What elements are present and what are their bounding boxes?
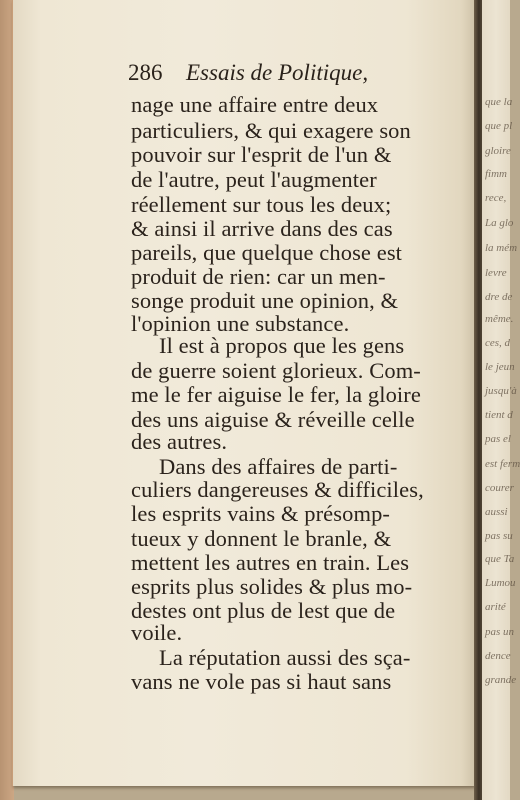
text-line: & ainsi il arrive dans des cas — [131, 216, 393, 241]
next-page-fragment: arité — [485, 601, 506, 613]
text-line: pareils, que quelque chose est — [131, 240, 403, 265]
next-page-fragment: tient d — [485, 409, 513, 421]
text-line: culiers dangereuses & difficiles, — [131, 477, 424, 502]
text-line: pouvoir sur l'esprit de l'un & — [131, 142, 392, 167]
text-line: l'opinion une substance. — [131, 311, 350, 336]
text-line: me le fer aiguise le fer, la gloire — [131, 382, 421, 407]
next-page-fragment: pas el — [485, 433, 511, 445]
next-page-fragment: la mém — [485, 242, 518, 254]
next-page-fragment: dence — [485, 650, 511, 662]
text-line: les esprits vains & présomp- — [131, 501, 391, 526]
text-line: voile. — [131, 620, 183, 645]
next-page-edge — [482, 0, 520, 800]
text-line: Dans des affaires de parti- — [159, 454, 398, 479]
next-page-fragment: grande — [485, 674, 517, 686]
text-line: La réputation aussi des sça- — [159, 645, 411, 670]
text-line: Il est à propos que les gens — [159, 333, 405, 358]
next-page-fragment: ces, d — [485, 337, 511, 349]
next-page-fragment: dre de — [485, 291, 513, 303]
next-page-fragment: levre — [485, 267, 507, 279]
next-page-fragment: jusqu'à — [485, 385, 517, 397]
text-line: produit de rien: car un men- — [131, 264, 386, 289]
text-line: songe produit une opinion, & — [131, 288, 399, 313]
text-line: destes ont plus de lest que de — [131, 598, 396, 623]
next-page-fragment: que Ta — [485, 553, 515, 565]
text-line: de l'autre, peut l'augmenter — [131, 167, 377, 192]
page-number: 286 — [128, 60, 163, 85]
text-line: des uns aiguise & réveille celle — [131, 407, 415, 432]
body-text — [131, 0, 431, 800]
text-line: tueux y donnent le branle, & — [131, 526, 392, 551]
next-page-fragment: pas un — [485, 626, 515, 638]
text-line: particuliers, & qui exagere son — [131, 118, 411, 143]
text-line: des autres. — [131, 429, 228, 454]
text-line: esprits plus solides & plus mo- — [131, 574, 413, 599]
next-page-fragment: fimm — [485, 168, 507, 180]
next-page-fragment: même. — [485, 313, 514, 325]
next-page-fragment: pas su — [485, 530, 513, 542]
next-page-fragment: rece, — [485, 192, 507, 204]
next-page-fragment: que la — [485, 96, 513, 108]
next-page-fragment: est ferm — [485, 458, 520, 470]
next-page-fragment: gloire — [485, 145, 511, 157]
next-page-fragment: Lumou — [485, 577, 516, 589]
next-page-fragment: aussi — [485, 506, 508, 518]
text-line: vans ne vole pas si haut sans — [131, 669, 392, 694]
next-page-fragment: La glo — [485, 217, 514, 229]
text-line: mettent les autres en train. Les — [131, 550, 410, 575]
text-line: réellement sur tous les deux; — [131, 192, 392, 217]
book-gutter — [474, 0, 482, 800]
text-line: de guerre soient glorieux. Com- — [131, 358, 421, 383]
next-page-fragment: courer — [485, 482, 514, 494]
next-page-fragment: que pl — [485, 120, 513, 132]
running-title: Essais de Politique, — [186, 60, 369, 85]
next-page-fragment: le jeun — [485, 361, 515, 373]
text-line: nage une affaire entre deux — [131, 92, 379, 117]
